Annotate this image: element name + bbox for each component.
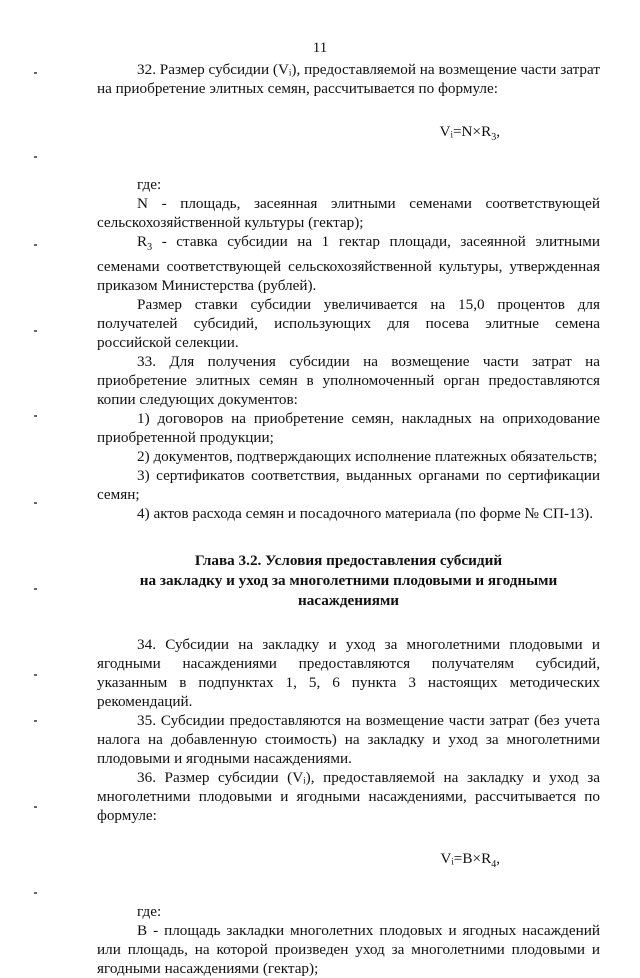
chapter-heading-line-2: на закладку и уход за многолетними плодовыми и ягодными [139,572,558,590]
margin-mark [34,674,37,676]
definition-r3 [97,232,600,295]
definition-r3-symbol: R [137,233,148,251]
chapter-heading [97,551,600,611]
definition-n: N - площадь, засеянная элитными семенами соответствующей сельскохозяйственной культуры (гектар); [97,195,600,232]
formula-tail: , [496,123,500,140]
document-item-1: 1) договоров на приобретение семян, накладных на оприходование приобретенной продукции; [97,410,600,447]
margin-mark [34,156,37,158]
paragraph-36: 36. Размер субсидии (Vᵢ), предоставляемой на закладку и уход за многолетними плодовыми и ягодными насаждениями, рассчитывается по формуле: [97,769,600,825]
document-item-2: 2) документов, подтверждающих исполнение платежных обязательств; [137,448,598,466]
definition-r3-subscript: 3 [147,242,153,254]
where-label: где: [137,176,162,194]
page-number: 11 [312,40,328,56]
where-label: где: [137,903,162,921]
margin-mark [34,330,37,332]
paragraph-34: 34. Субсидии на закладку и уход за многолетними плодовыми и ягодными насаждениями предоставляются получателям субсидий, указанным в подпунктах 1, 5, 6 пункта 3 настоящих методических рекомендаций. [97,636,600,711]
formula-main: Vᵢ=B×R [440,850,492,868]
chapter-heading-line-3: насаждениями [297,592,400,610]
margin-mark [34,806,37,808]
margin-mark [34,502,37,504]
margin-mark [34,244,37,246]
formula-vi-seeds [97,122,600,147]
paragraph-32: 32. Размер субсидии (Vᵢ), предоставляемой на возмещение части затрат на приобретение элитных семян, рассчитывается по формуле: [97,61,600,97]
paragraph-33: 33. Для получения субсидии на возмещение части затрат на приобретение элитных семян в уполномоченный орган предоставляются копии следующих документов: [97,353,600,409]
margin-mark [34,72,37,74]
document-item-4: 4) актов расхода семян и посадочного материала (по форме № СП-13). [137,505,594,523]
document-body [97,60,600,978]
formula-vi-orchards [97,849,600,874]
formula-subscript: 4 [491,859,497,871]
definition-r3-text: - ставка субсидии на 1 гектар площади, засеянной элитными семенами соответствующей сельскохозяйственной культуры, утвержденная приказом Министерства (рублей). [97,233,600,295]
margin-mark [34,415,37,417]
margin-mark [34,892,37,894]
formula-tail: , [496,850,500,868]
rate-increase-paragraph: Размер ставки субсидии увеличивается на 15,0 процентов для получателей субсидий, использующих для посева элитные семена российской селекции. [97,296,600,352]
formula-subscript: 3 [491,132,497,144]
paragraph-35: 35. Субсидии предоставляются на возмещение части затрат (без учета налога на добавленную стоимость) на закладку и уход за многолетними плодовыми и ягодными насаждениями. [97,712,600,768]
chapter-heading-line-1: Глава 3.2. Условия предоставления субсидий [194,552,503,570]
margin-mark [34,588,37,590]
definition-b: B - площадь закладки многолетних плодовых и ягодных насаждений или площадь, на которой произведен уход за многолетними плодовыми и ягодными насаждениями (гектар); [97,922,600,978]
formula-main: Vᵢ=N×R [439,123,492,140]
document-item-3: 3) сертификатов соответствия, выданных органами по сертификации семян; [97,467,600,504]
margin-mark [34,720,37,722]
